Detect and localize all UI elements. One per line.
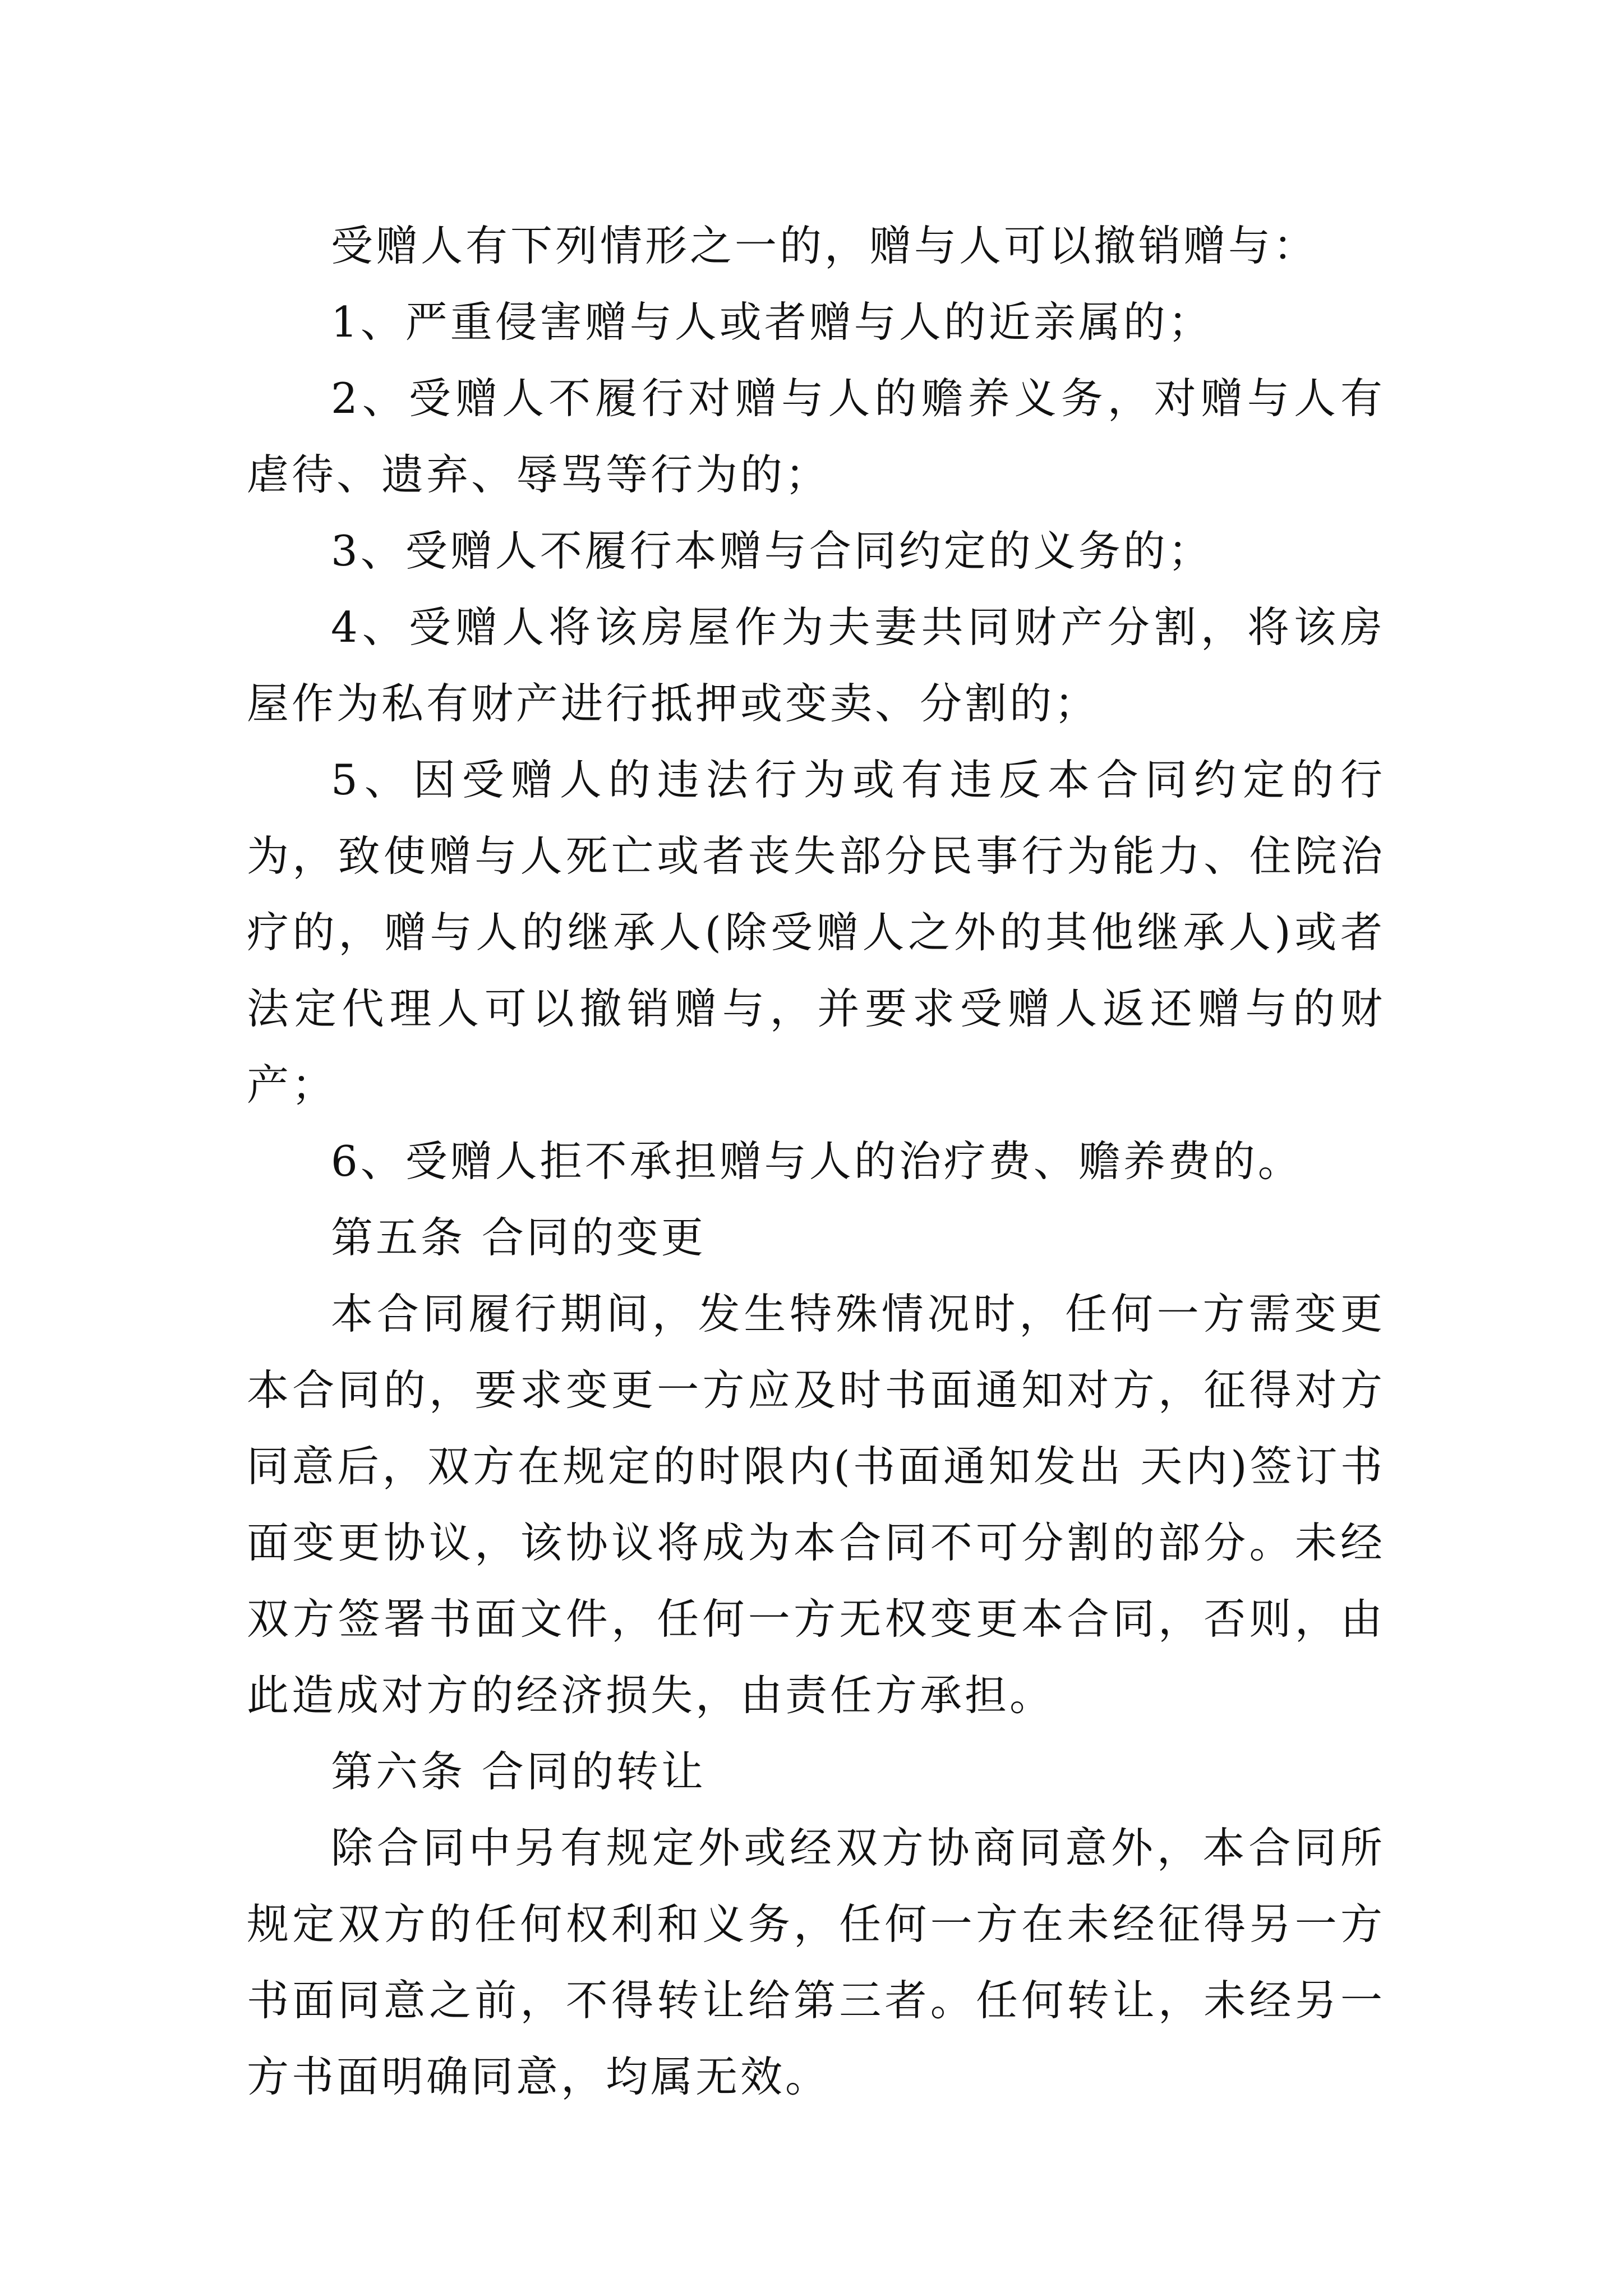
- paragraph-revocation-intro: 受赠人有下列情形之一的，赠与人可以撤销赠与：: [331, 221, 1318, 270]
- document-body: [247, 208, 1385, 2115]
- paragraph-item-3: 3、受赠人不履行本赠与合同约定的义务的；: [331, 526, 1213, 576]
- article-6-body: 除合同中另有规定外或经双方协商同意外，本合同所规定双方的任何权利和义务，任何一方在未经征得另一方书面同意之前，不得转让给第三者。任何转让，未经另一方书面明确同意，均属无效。: [247, 1823, 1385, 2101]
- article-5-body: 本合同履行期间，发生特殊情况时，任何一方需变更本合同的，要求变更一方应及时书面通知对方，征得对方同意后，双方在规定的时限内(书面通知发出 天内)签订书面变更协议，该协议将成为本合同不可分割的部分。未经双方签署书面文件，任何一方无权变更本合同，否则，由此造成对方的经济损失，由责任方承担。: [247, 1289, 1385, 1720]
- paragraph-item-2: 2、受赠人不履行对赠与人的赡养义务，对赠与人有虐待、遗弃、辱骂等行为的；: [247, 374, 1385, 499]
- paragraph-item-1: 1、严重侵害赠与人或者赠与人的近亲属的；: [331, 297, 1213, 347]
- paragraph-item-4: 4、受赠人将该房屋作为夫妻共同财产分割，将该房屋作为私有财产进行抵押或变卖、分割的；: [247, 602, 1385, 728]
- paragraph-item-5: 5、因受赠人的违法行为或有违反本合同约定的行为，致使赠与人死亡或者丧失部分民事行为能力、住院治疗的，赠与人的继承人(除受赠人之外的其他继承人)或者法定代理人可以撤销赠与，并要求受赠人返还赠与的财产；: [247, 755, 1385, 1110]
- article-5-heading: 第五条 合同的变更: [331, 1213, 706, 1262]
- article-6-heading: 第六条 合同的转让: [331, 1747, 706, 1796]
- paragraph-item-6: 6、受赠人拒不承担赠与人的治疗费、赡养费的。: [331, 1137, 1303, 1186]
